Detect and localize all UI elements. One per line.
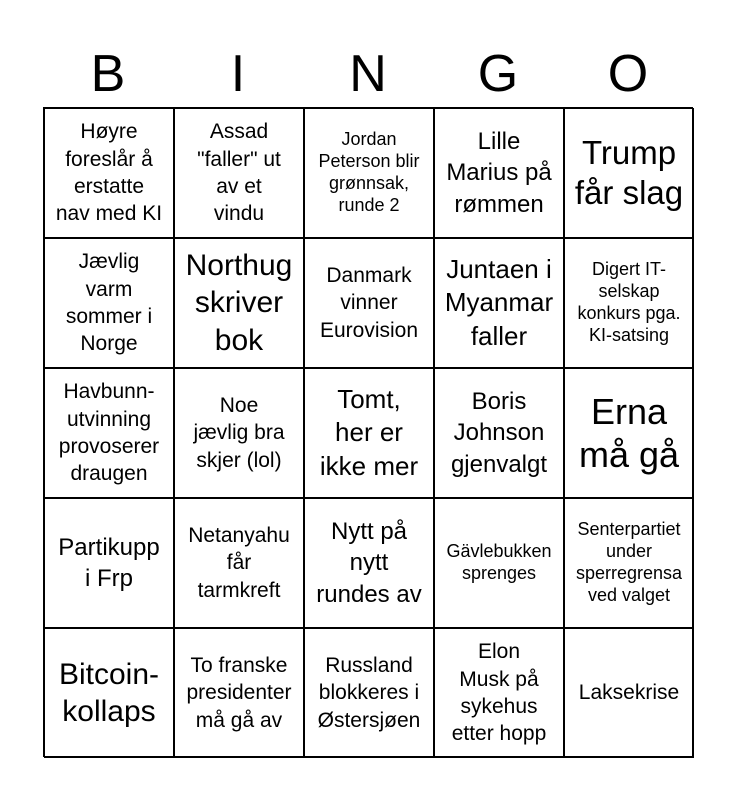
bingo-cell[interactable]: Danmark vinner Eurovision (304, 238, 434, 368)
bingo-cell[interactable]: Russland blokkeres i Østersjøen (304, 628, 434, 758)
bingo-cell[interactable]: Tomt, her er ikke mer (304, 368, 434, 498)
bingo-cell[interactable]: Nytt på nytt rundes av (304, 498, 434, 628)
bingo-cell[interactable]: Assad "faller" ut av et vindu (174, 108, 304, 238)
bingo-cell[interactable]: Partikupp i Frp (44, 498, 174, 628)
bingo-cell[interactable]: Lille Marius på rømmen (434, 108, 564, 238)
bingo-cell[interactable]: Gävlebukken sprenges (434, 498, 564, 628)
bingo-cell[interactable]: To franske presidenter må gå av (174, 628, 304, 758)
bingo-grid (43, 107, 693, 757)
bingo-cell[interactable]: Noe jævlig bra skjer (lol) (174, 368, 304, 498)
header-letter-i: I (230, 45, 246, 103)
header-letter-o: O (607, 45, 649, 103)
bingo-cell[interactable]: Laksekrise (564, 628, 694, 758)
bingo-cell[interactable]: Havbunn- utvinning provoserer draugen (44, 368, 174, 498)
bingo-cell[interactable]: Bitcoin- kollaps (44, 628, 174, 758)
header-letter-g: G (477, 45, 519, 103)
bingo-cell[interactable]: Boris Johnson gjenvalgt (434, 368, 564, 498)
bingo-cell[interactable]: Juntaen i Myanmar faller (434, 238, 564, 368)
bingo-header (43, 40, 693, 108)
bingo-cell[interactable]: Netanyahu får tarmkreft (174, 498, 304, 628)
bingo-cell[interactable]: Senterpartiet under sperregrensa ved valget (564, 498, 694, 628)
bingo-cell[interactable]: Northug skriver bok (174, 238, 304, 368)
bingo-cell[interactable]: Erna må gå (564, 368, 694, 498)
bingo-cell[interactable]: Jordan Peterson blir grønnsak, runde 2 (304, 108, 434, 238)
bingo-cell[interactable]: Trump får slag (564, 108, 694, 238)
bingo-cell[interactable]: Elon Musk på sykehus etter hopp (434, 628, 564, 758)
bingo-cell[interactable]: Høyre foreslår å erstatte nav med KI (44, 108, 174, 238)
header-letter-n: N (349, 45, 387, 103)
header-letter-b: B (90, 45, 126, 103)
bingo-cell[interactable]: Digert IT- selskap konkurs pga. KI-satsing (564, 238, 694, 368)
bingo-cell[interactable]: Jævlig varm sommer i Norge (44, 238, 174, 368)
